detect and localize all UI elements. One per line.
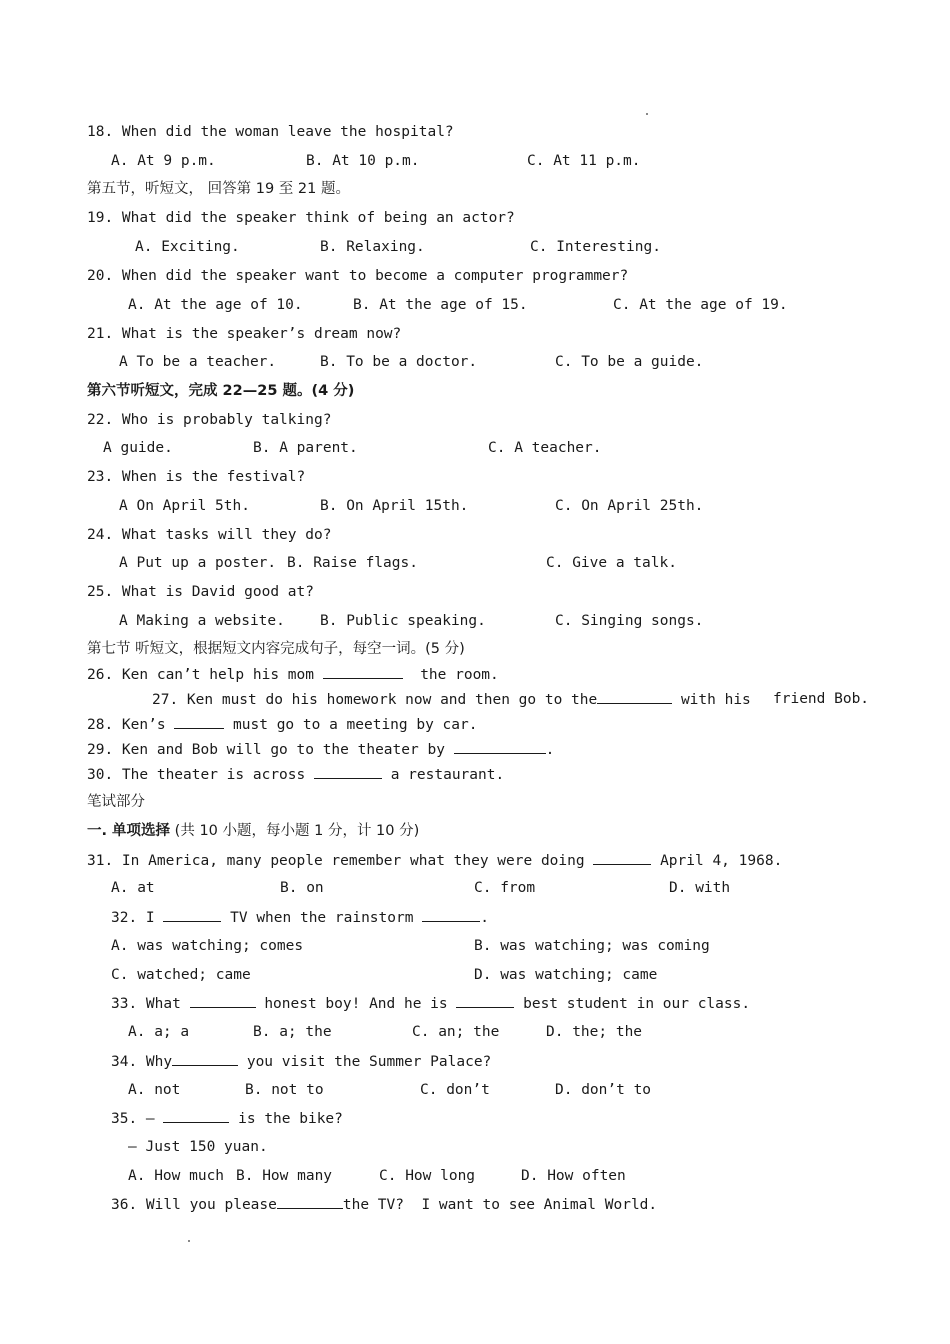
option-35a: A. How much <box>128 1168 225 1184</box>
option-21c: C. To be a guide. <box>555 354 704 370</box>
written-section-heading: 笔试部分 <box>87 794 145 810</box>
question-28 <box>87 714 477 735</box>
option-22c: C. A teacher. <box>488 440 602 456</box>
part-1-title: 一. 单项选择 <box>87 823 171 839</box>
option-18a: A. At 9 p.m. <box>111 153 216 169</box>
q36-text-before: 36. Will you please <box>111 1197 277 1213</box>
q35-text-before: 35. — <box>111 1111 155 1127</box>
option-25b: B. Public speaking. <box>320 613 486 629</box>
option-34a: A. not <box>128 1082 181 1098</box>
answer-blank-32b[interactable] <box>422 907 480 922</box>
answer-blank-27[interactable] <box>597 689 672 704</box>
answer-blank-32a[interactable] <box>163 907 221 922</box>
option-24b: B. Raise flags. <box>287 555 418 571</box>
part-1-scoring: (共 10 小题，每小题 1 分，计 10 分) <box>174 823 420 839</box>
option-21a: A To be a teacher. <box>119 354 277 370</box>
answer-blank-26[interactable] <box>323 664 403 679</box>
question-27 <box>152 689 751 710</box>
option-34c: C. don’t <box>420 1082 490 1098</box>
section-5-heading: 第五节，听短文， 回答第 19 至 21 题。 <box>87 181 350 197</box>
answer-blank-30[interactable] <box>314 764 382 779</box>
option-23c: C. On April 25th. <box>555 498 704 514</box>
option-20a: A. At the age of 10. <box>128 297 303 313</box>
option-19b: B. Relaxing. <box>320 239 425 255</box>
option-33b: B. a; the <box>253 1024 332 1040</box>
option-35c: C. How long <box>379 1168 476 1184</box>
q26-text-after: the room. <box>420 667 499 683</box>
q31-text-after: April 4, 1968. <box>660 853 783 869</box>
page-mark-dot <box>646 113 648 115</box>
option-20c: C. At the age of 19. <box>613 297 788 313</box>
q29-text-before: 29. Ken and Bob will go to the theater by <box>87 742 445 758</box>
q32-text-mid: TV when the rainstorm <box>230 910 414 926</box>
q34-text-before: 34. Why <box>111 1054 173 1070</box>
option-19c: C. Interesting. <box>530 239 661 255</box>
option-23b: B. On April 15th. <box>320 498 469 514</box>
answer-blank-33b[interactable] <box>456 993 514 1008</box>
q27-text-mid: with his <box>680 692 751 708</box>
answer-blank-29[interactable] <box>454 739 546 754</box>
option-25c: C. Singing songs. <box>555 613 704 629</box>
answer-blank-34[interactable] <box>172 1051 238 1066</box>
option-34d: D. don’t to <box>555 1082 652 1098</box>
option-33a: A. a; a <box>128 1024 190 1040</box>
question-34 <box>111 1051 491 1072</box>
answer-blank-31[interactable] <box>593 850 651 865</box>
question-33 <box>111 993 750 1014</box>
question-25: 25. What is David good at? <box>87 584 314 600</box>
answer-blank-36[interactable] <box>277 1194 343 1209</box>
option-32c: C. watched; came <box>111 967 251 983</box>
answer-blank-33a[interactable] <box>190 993 256 1008</box>
option-32a: A. was watching; comes <box>111 938 304 954</box>
question-35 <box>111 1108 343 1129</box>
question-31 <box>87 850 782 871</box>
section-7-heading: 第七节 听短文，根据短文内容完成句子，每空一词。(5 分) <box>87 641 465 657</box>
option-24a: A Put up a poster. <box>119 555 277 571</box>
option-18b: B. At 10 p.m. <box>306 153 420 169</box>
q33-text-after: best student in our class. <box>523 996 751 1012</box>
option-31a: A. at <box>111 880 155 896</box>
option-22b: B. A parent. <box>253 440 358 456</box>
page-mark-dot-bottom <box>188 1240 190 1242</box>
option-33d: D. the; the <box>546 1024 643 1040</box>
option-18c: C. At 11 p.m. <box>527 153 641 169</box>
q29-text-after: . <box>545 742 555 758</box>
question-20: 20. When did the speaker want to become a computer programmer? <box>87 268 629 284</box>
q33-text-before: 33. What <box>111 996 181 1012</box>
question-18: 18. When did the woman leave the hospital? <box>87 124 454 140</box>
question-36 <box>111 1194 657 1215</box>
option-22a: A guide. <box>103 440 173 456</box>
option-33c: C. an; the <box>412 1024 500 1040</box>
question-29 <box>87 739 554 760</box>
q27-text-tail: friend Bob. <box>773 691 870 707</box>
q30-text-after: a restaurant. <box>390 767 505 783</box>
part-1-heading <box>87 821 419 841</box>
q36-text-after: the TV? I want to see Animal World. <box>342 1197 658 1213</box>
option-20b: B. At the age of 15. <box>353 297 528 313</box>
option-31c: C. from <box>474 880 536 896</box>
option-34b: B. not to <box>245 1082 324 1098</box>
option-25a: A Making a website. <box>119 613 285 629</box>
q28-text-after: must go to a meeting by car. <box>233 717 478 733</box>
q35-dialogue-answer: — Just 150 yuan. <box>128 1139 268 1155</box>
question-21: 21. What is the speaker’s dream now? <box>87 326 402 342</box>
option-24c: C. Give a talk. <box>546 555 677 571</box>
option-31b: B. on <box>280 880 324 896</box>
question-26 <box>87 664 499 685</box>
q31-text-before: 31. In America, many people remember what they were doing <box>87 853 585 869</box>
option-19a: A. Exciting. <box>135 239 240 255</box>
q35-text-after: is the bike? <box>238 1111 343 1127</box>
question-30 <box>87 764 504 785</box>
q28-text-before: 28. Ken’s <box>87 717 166 733</box>
q32-text-before: 32. I <box>111 910 155 926</box>
q32-text-after: . <box>480 910 489 926</box>
option-35d: D. How often <box>521 1168 626 1184</box>
option-31d: D. with <box>669 880 731 896</box>
q30-text-before: 30. The theater is across <box>87 767 306 783</box>
question-19: 19. What did the speaker think of being an actor? <box>87 210 515 226</box>
answer-blank-35[interactable] <box>163 1108 229 1123</box>
option-32b: B. was watching; was coming <box>474 938 710 954</box>
question-32 <box>111 907 489 928</box>
q26-text-before: 26. Ken can’t help his mom <box>87 667 314 683</box>
question-23: 23. When is the festival? <box>87 469 306 485</box>
option-35b: B. How many <box>236 1168 333 1184</box>
q33-text-mid: honest boy! And he is <box>264 996 448 1012</box>
answer-blank-28[interactable] <box>174 714 224 729</box>
section-6-heading: 第六节听短文，完成 22—25 题。(4 分) <box>87 383 355 399</box>
question-22: 22. Who is probably talking? <box>87 412 332 428</box>
question-24: 24. What tasks will they do? <box>87 527 332 543</box>
q34-text-after: you visit the Summer Palace? <box>246 1054 492 1070</box>
option-23a: A On April 5th. <box>119 498 250 514</box>
option-32d: D. was watching; came <box>474 967 658 983</box>
q27-text-before: 27. Ken must do his homework now and then go to the <box>152 692 598 708</box>
option-21b: B. To be a doctor. <box>320 354 478 370</box>
